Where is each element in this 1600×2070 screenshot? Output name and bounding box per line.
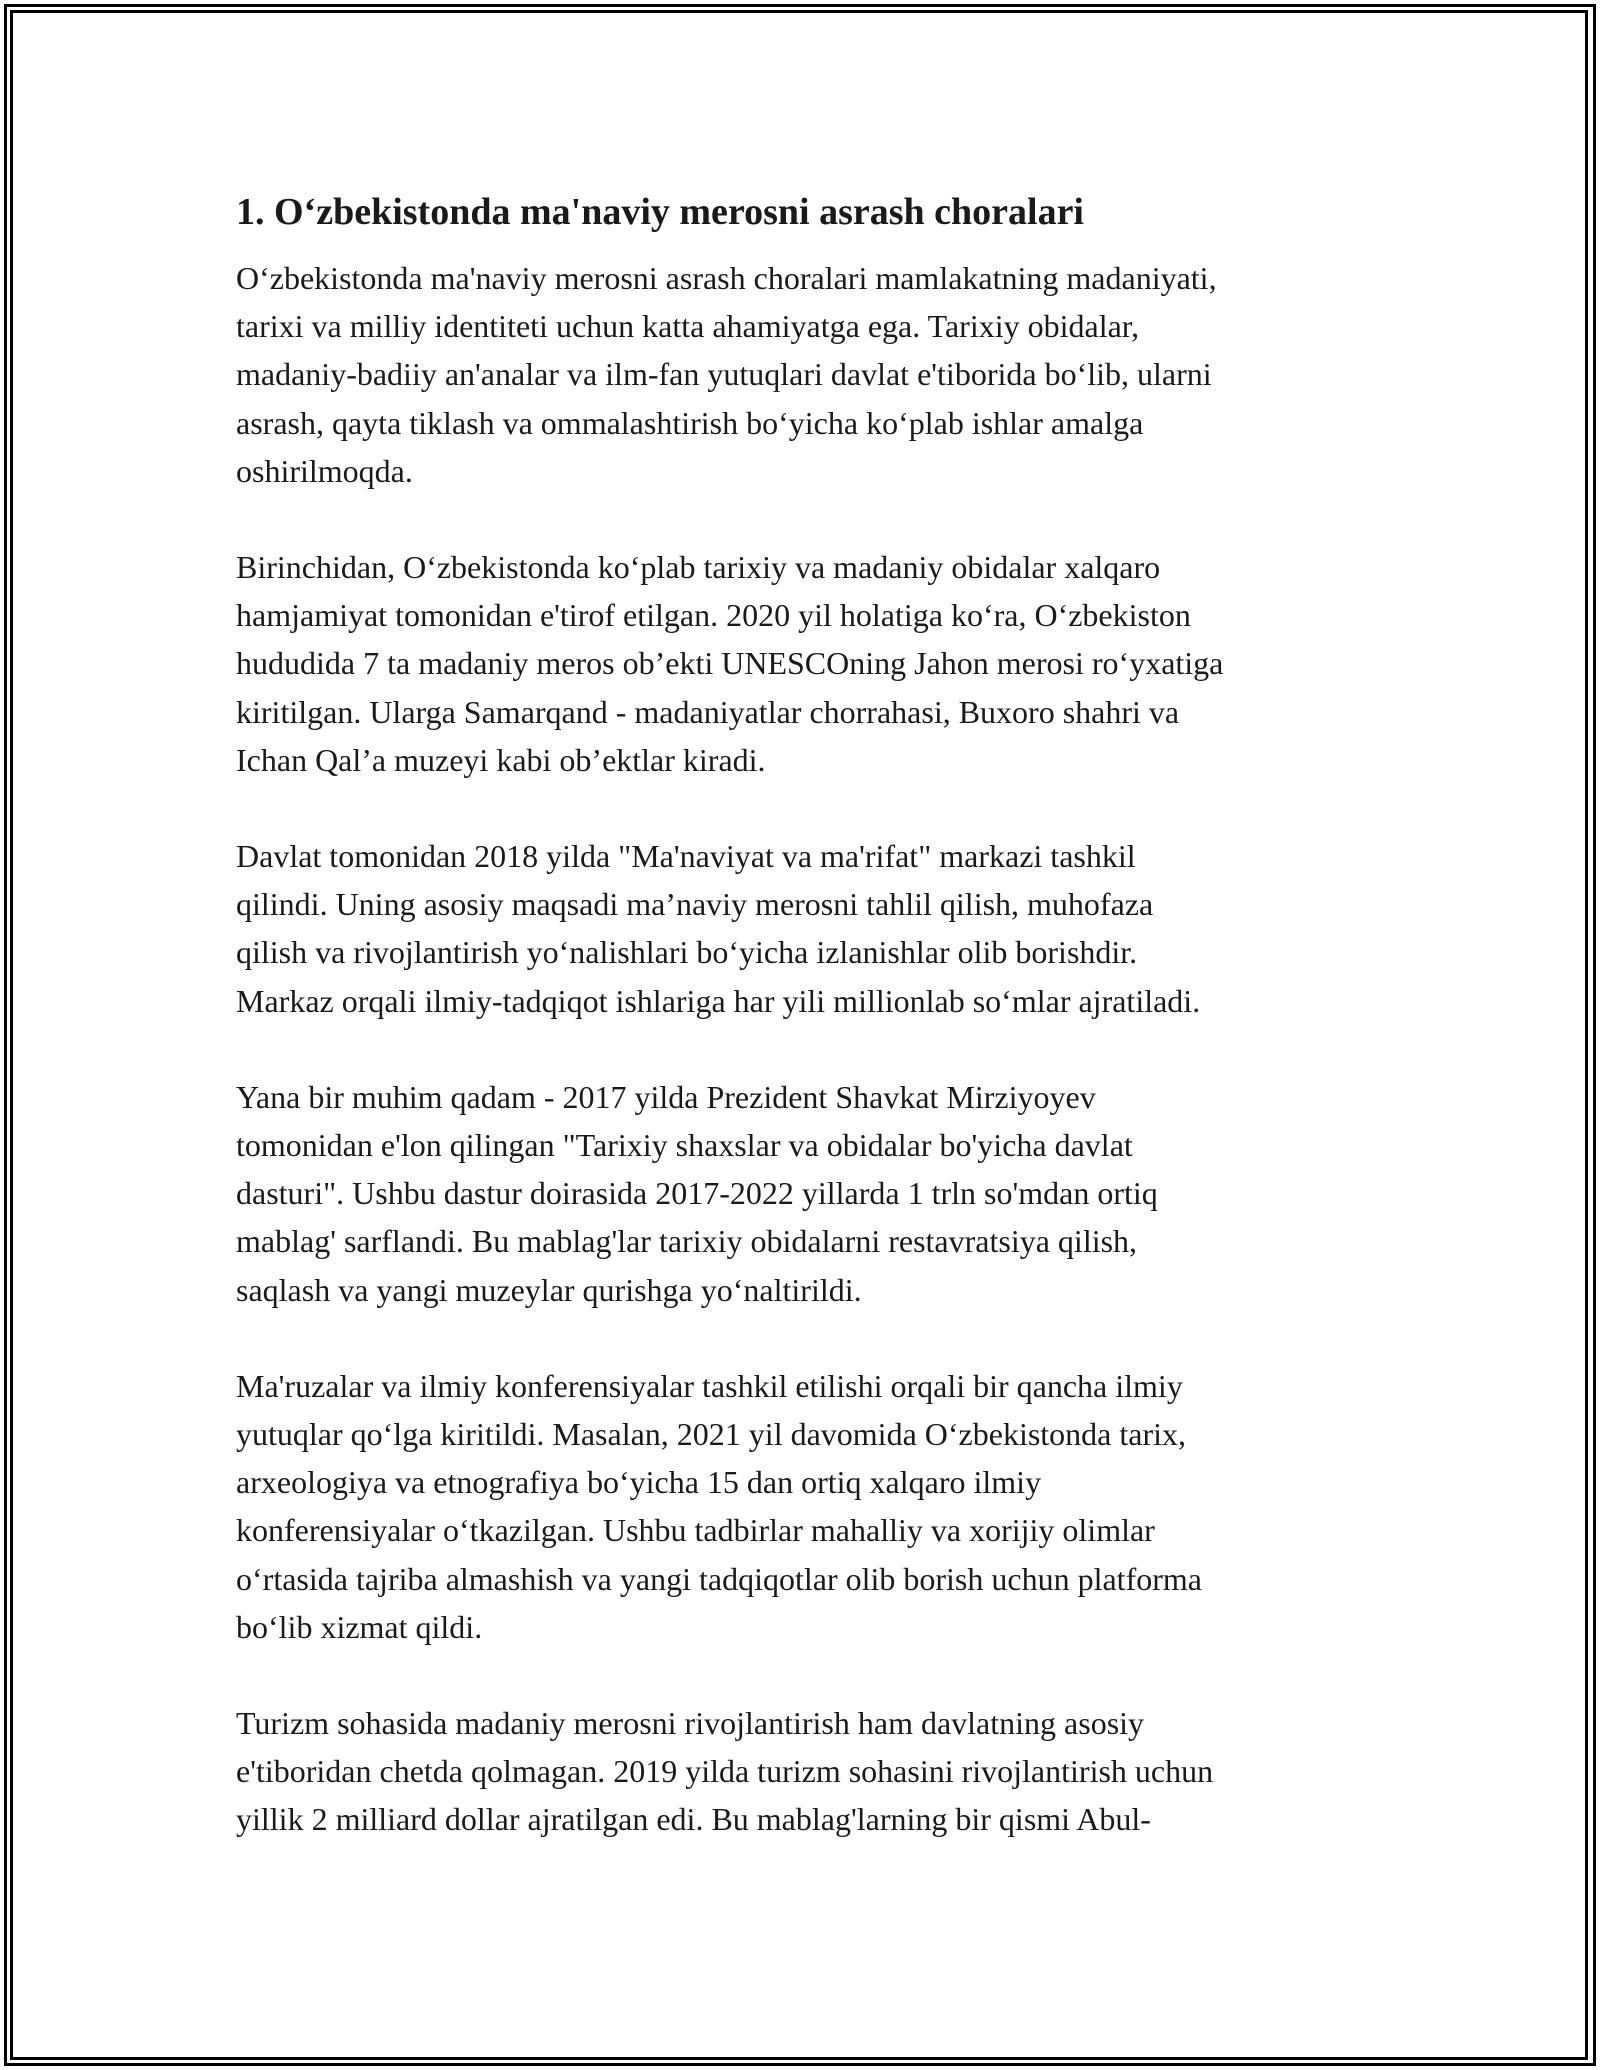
section-heading: 1. O‘zbekistonda ma'naviy merosni asrash choralari bbox=[236, 191, 1084, 233]
paragraph-3 bbox=[236, 832, 1386, 1025]
text-line: e'tiboridan chetda qolmagan. 2019 yilda turizm sohasini rivojlantirish uchun bbox=[236, 1753, 1214, 1790]
text-line: qilish va rivojlantirish yo‘nalishlari bo‘yicha izlanishlar olib borishdir. bbox=[236, 934, 1138, 971]
text-line: Davlat tomonidan 2018 yilda "Ma'naviyat va ma'rifat" markazi tashkil bbox=[236, 838, 1136, 875]
paragraph-4 bbox=[236, 1073, 1386, 1314]
text-line: Ma'ruzalar va ilmiy konferensiyalar tashkil etilishi orqali bir qancha ilmiy bbox=[236, 1367, 1183, 1404]
text-line: Markaz orqali ilmiy-tadqiqot ishlariga har yili millionlab so‘mlar ajratiladi. bbox=[236, 982, 1201, 1019]
text-line: O‘zbekistonda ma'naviy merosni asrash choralari mamlakatning madaniyati, bbox=[236, 260, 1217, 296]
text-line: saqlash va yangi muzeylar qurishga yo‘naltirildi. bbox=[236, 1271, 862, 1308]
text-line: asrash, qayta tiklash va ommalashtirish bo‘yicha ko‘plab ishlar amalga bbox=[236, 404, 1144, 441]
text-line: Birinchidan, O‘zbekistonda ko‘plab tarixiy va madaniy obidalar xalqaro bbox=[236, 549, 1161, 586]
document-body bbox=[236, 188, 1386, 1892]
text-line: arxeologiya va etnografiya bo‘yicha 15 dan ortiq xalqaro ilmiy bbox=[236, 1464, 1042, 1501]
text-line: tomonidan e'lon qilingan "Tarixiy shaxslar va obidalar bo'yicha davlat bbox=[236, 1127, 1133, 1164]
text-line: Yana bir muhim qadam - 2017 yilda Prezident Shavkat Mirziyoyev bbox=[236, 1078, 1096, 1115]
paragraph-1 bbox=[236, 254, 1386, 495]
text-line: qilindi. Uning asosiy maqsadi ma’naviy merosni tahlil qilish, muhofaza bbox=[236, 886, 1154, 923]
text-line: hamjamiyat tomonidan e'tirof etilgan. 2020 yil holatiga ko‘ra, O‘zbekiston bbox=[236, 597, 1191, 634]
text-line: konferensiyalar o‘tkazilgan. Ushbu tadbirlar mahalliy va xorijiy olimlar bbox=[236, 1512, 1155, 1549]
text-line: madaniy-badiiy an'analar va ilm-fan yutuqlari davlat e'tiborida bo‘lib, ularni bbox=[236, 356, 1212, 393]
text-line: hududida 7 ta madaniy meros ob’ekti UNESCOning Jahon merosi ro‘yxatiga bbox=[236, 645, 1224, 682]
text-line: Ichan Qal’a muzeyi kabi ob’ektlar kiradi. bbox=[236, 741, 766, 778]
text-line: kiritilgan. Ularga Samarqand - madaniyatlar chorrahasi, Buxoro shahri va bbox=[236, 693, 1180, 730]
paragraph-6 bbox=[236, 1699, 1386, 1844]
text-line: bo‘lib xizmat qildi. bbox=[236, 1608, 483, 1645]
text-line: mablag' sarflandi. Bu mablag'lar tarixiy obidalarni restavratsiya qilish, bbox=[236, 1223, 1138, 1260]
text-line: dasturi". Ushbu dastur doirasida 2017-2022 yillarda 1 trln so'mdan ortiq bbox=[236, 1175, 1158, 1212]
text-line: oshirilmoqda. bbox=[236, 452, 413, 489]
text-line: tarixi va milliy identiteti uchun katta ahamiyatga ega. Tarixiy obidalar, bbox=[236, 308, 1140, 345]
text-line: o‘rtasida tajriba almashish va yangi tadqiqotlar olib borish uchun platforma bbox=[236, 1560, 1202, 1597]
text-line: yutuqlar qo‘lga kiritildi. Masalan, 2021 yil davomida O‘zbekistonda tarix, bbox=[236, 1416, 1187, 1453]
text-line: Turizm sohasida madaniy merosni rivojlantirish ham davlatning asosiy bbox=[236, 1705, 1145, 1742]
paragraph-5 bbox=[236, 1362, 1386, 1651]
paragraph-2 bbox=[236, 543, 1386, 784]
text-line: yillik 2 milliard dollar ajratilgan edi. Bu mablag'larning bir qismi Abul- bbox=[236, 1801, 1151, 1838]
